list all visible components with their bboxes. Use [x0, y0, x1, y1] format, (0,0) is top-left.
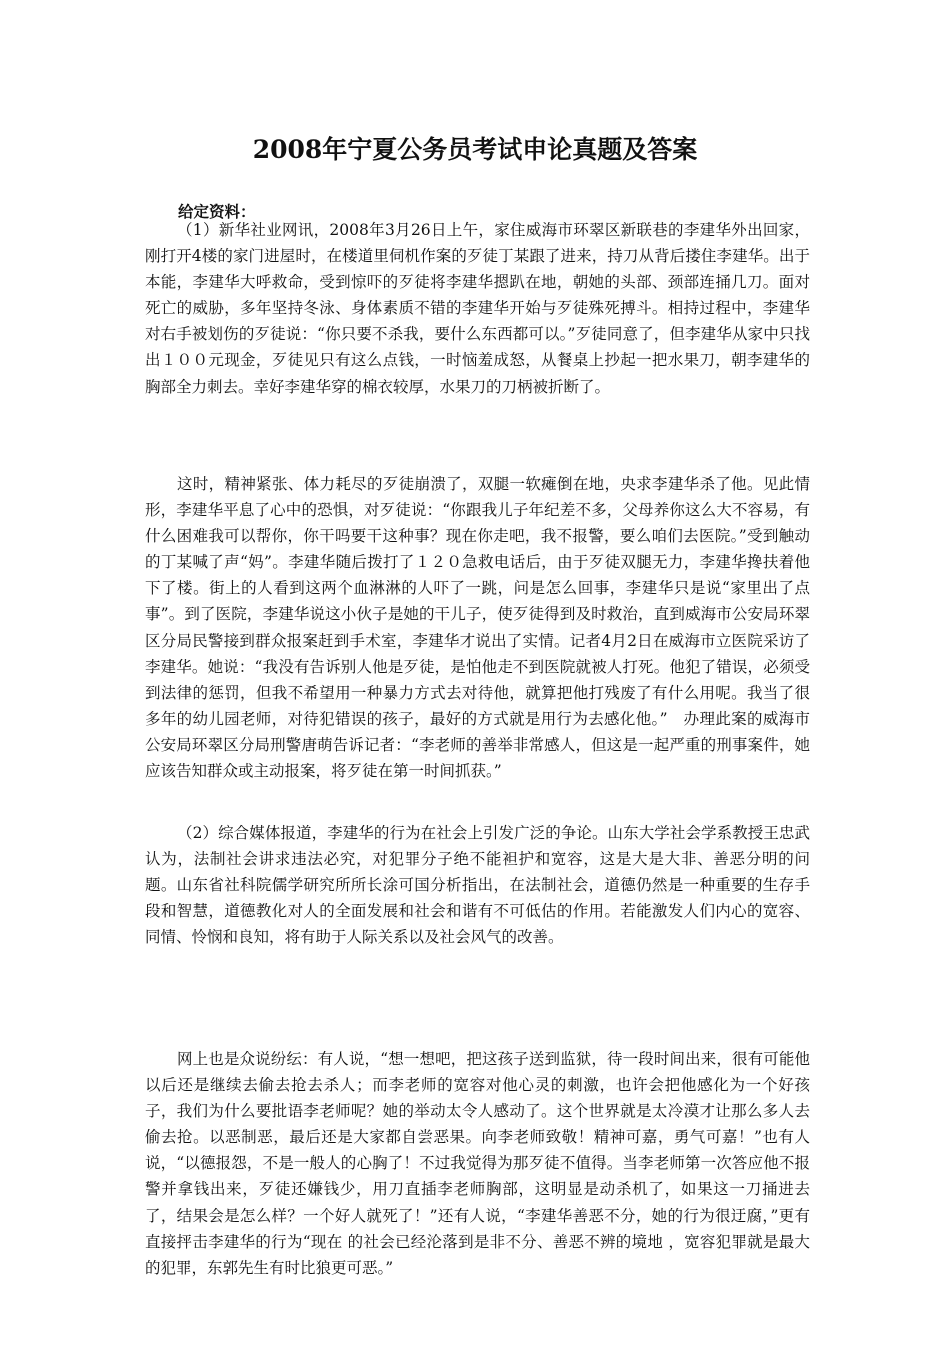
section-label: 给定资料： [178, 202, 256, 221]
document-title: 2008年宁夏公务员考试申论真题及答案 [252, 135, 698, 164]
paragraph-3: （2）综合媒体报道，李建华的行为在社会上引发广泛的争论。山东大学社会学系教授王忠武认为，法制社会讲求违法必究，对犯罪分子绝不能袒护和宽容，这是大是大非、善恶分明的问题。山东省社科院儒学研究所所长涂可国分析指出，在法制社会，道德仍然是一种重要的生存手段和智慧，道德教化对人的全面发展和社会和谐有不可低估的作用。若能激发人们内心的宽容、同情、怜悯和良知，将有助于人际关系以及社会风气的改善。 [145, 824, 810, 947]
paragraph-2: 这时，精神紧张、体力耗尽的歹徒崩溃了，双腿一软瘫倒在地，央求李建华杀了他。见此情形，李建华平息了心中的恐惧，对歹徒说：“你跟我儿子年纪差不多，父母养你这么大不容易，有什么困难我可以帮你，你干吗要干这种事？现在你走吧，我不报警，要么咱们去医院。”受到触动的丁某喊了声“妈”。李建华随后拨打了１２０急救电话后，由于歹徒双腿无力，李建华搀扶着他下了楼。街上的人看到这两个血淋淋的人吓了一跳，问是怎么回事，李建华只是说“家里出了点事”。到了医院，李建华说这小伙子是她的干儿子，使歹徒得到及时救治，直到威海市公安局环翠区分局民警接到群众报案赶到手术室，李建华才说出了实情。记者4月2日在威海市立医院采访了李建华。她说：“我没有告诉别人他是歹徒，是怕他走不到医院就被人打死。他犯了错误，必须受到法律的惩罚，但我不希望用一种暴力方式去对待他，就算把他打残废了有什么用呢。我当了很多年的幼儿园老师，对待犯错误的孩子，最好的方式就是用行为去感化他。” 办理此案的威海市公安局环翠区分局刑警唐萌告诉记者：“李老师的善举非常感人，但这是一起严重的刑事案件，她应该告知群众或主动报案，将歹徒在第一时间抓获。” [145, 475, 810, 781]
paragraph-4: 网上也是众说纷纭：有人说，“想一想吧，把这孩子送到监狱，待一段时间出来，很有可能他以后还是继续去偷去抢去杀人；而李老师的宽容对他心灵的刺激，也许会把他感化为一个好孩子，我们为什么要批语李老师呢？她的举动太令人感动了。这个世界就是太冷漠才让那么多人去偷去抢。以恶制恶，最后还是大家都自尝恶果。向李老师致敬！精神可嘉，勇气可嘉！”也有人说，“以德报怨，不是一般人的心胸了！不过我觉得为那歹徒不值得。当李老师第一次答应他不报警并拿钱出来，歹徒还嫌钱少，用刀直插李老师胸部，这明显是动杀机了，如果这一刀捅进去了，结果会是怎么样？一个好人就死了！”还有人说，“李建华善恶不分，她的行为很迂腐，”更有直接抨击李建华的行为“现在 的社会已经沦落到是非不分、善恶不辨的境地 ，宽容犯罪就是最大的犯罪，东郭先生有时比狼更可恶。” [145, 1050, 810, 1277]
paragraph-1: （1）新华社业网讯，2008年3月26日上午，家住威海市环翠区新联巷的李建华外出回家，刚打开4楼的家门进屋时，在楼道里伺机作案的歹徒丁某跟了进来，持刀从背后搂住李建华。出于本能，李建华大呼救命，受到惊吓的歹徒将李建华摁趴在地，朝她的头部、颈部连捅几刀。面对死亡的威胁，多年坚持冬泳、身体素质不错的李建华开始与歹徒殊死搏斗。相持过程中，李建华对右手被划伤的歹徒说：“你只要不杀我，要什么东西都可以。”歹徒同意了，但李建华从家中只找出１００元现金，歹徒见只有这么点钱，一时恼羞成怒，从餐桌上抄起一把水果刀，朝李建华的胸部全力刺去。幸好李建华穿的棉衣较厚，水果刀的刀柄被折断了。 [145, 221, 810, 396]
